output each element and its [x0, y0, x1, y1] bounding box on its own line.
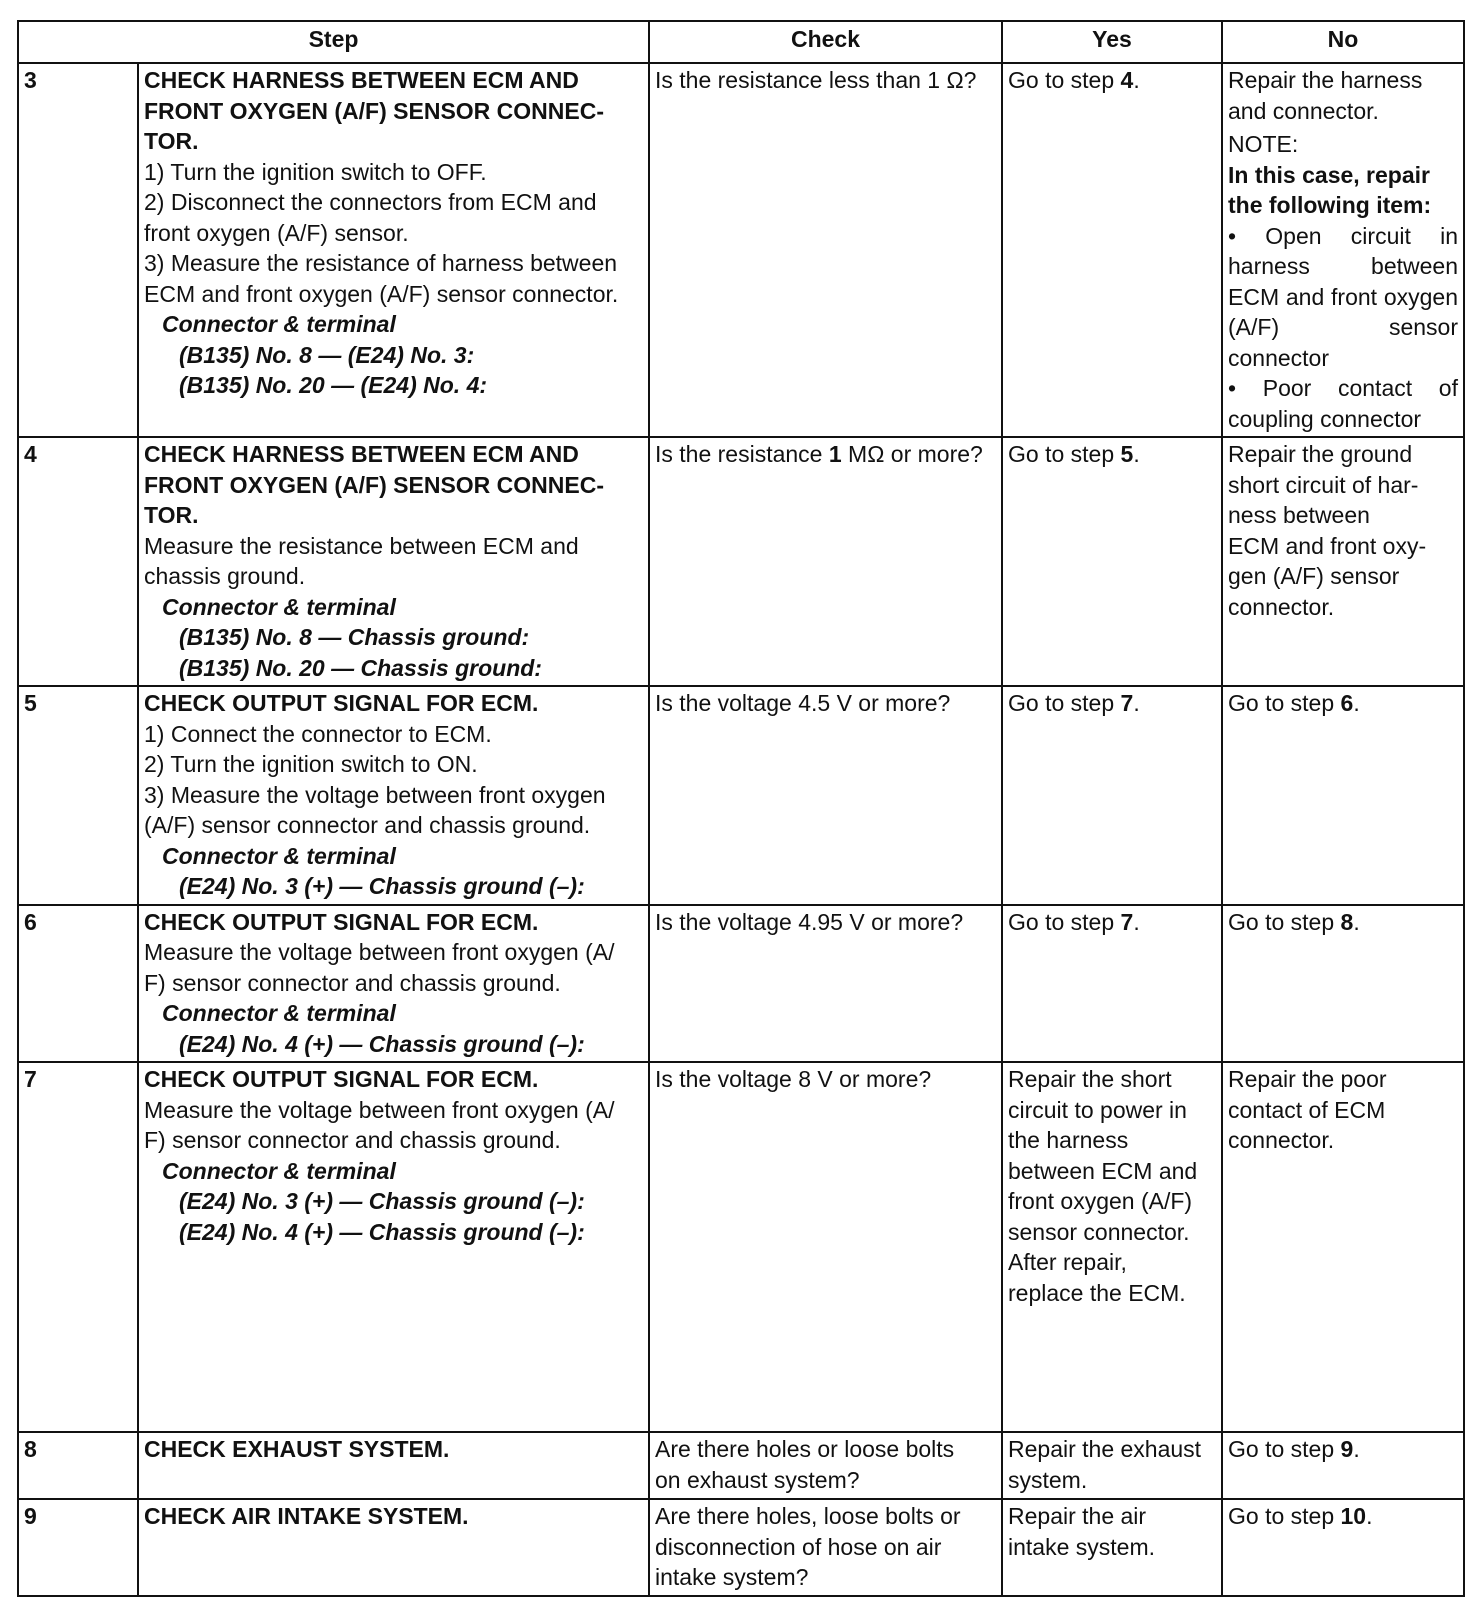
note-line: the following item:: [1228, 192, 1432, 218]
step-description: [138, 905, 649, 1063]
yes-action: [1002, 1432, 1222, 1499]
step-description: [138, 686, 649, 905]
no-step-number: 10: [1340, 1503, 1367, 1529]
no-action: [1222, 1062, 1464, 1432]
step-title-line: CHECK OUTPUT SIGNAL FOR ECM.: [144, 690, 539, 716]
connector-terminal-label: Connector & terminal: [162, 842, 396, 869]
yes-line: Repair the short: [1008, 1066, 1172, 1092]
yes-line: system.: [1008, 1466, 1088, 1493]
yes-line: the harness: [1008, 1127, 1129, 1153]
no-line: contact of ECM: [1228, 1096, 1386, 1123]
step-number: 5: [18, 686, 138, 905]
connector-terminal-label: Connector & terminal: [162, 1157, 396, 1184]
yes-line: circuit to power in: [1008, 1096, 1187, 1123]
yes-action: [1002, 1499, 1222, 1596]
instruction-line: front oxygen (A/F) sensor.: [144, 219, 409, 246]
step-number: 6: [18, 905, 138, 1063]
step-number: 3: [18, 63, 138, 437]
step-row-5: [18, 686, 1464, 905]
connector-terminal-label: Connector & terminal: [162, 593, 396, 620]
yes-step-number: 7: [1120, 690, 1134, 716]
step-row-9: [18, 1499, 1464, 1596]
no-line: Repair the ground: [1228, 441, 1413, 467]
yes-action: Go to step 7.: [1002, 905, 1222, 1063]
no-line: ECM and front oxy-: [1228, 532, 1427, 559]
no-action: [1222, 63, 1464, 437]
step-title-line: CHECK HARNESS BETWEEN ECM AND: [144, 441, 579, 467]
no-text: Go to step: [1228, 908, 1341, 935]
step-title-line: CHECK HARNESS BETWEEN ECM AND: [144, 67, 579, 93]
step-title-line: CHECK AIR INTAKE SYSTEM.: [144, 1503, 469, 1529]
step-number: 4: [18, 437, 138, 686]
step-title-line: CHECK OUTPUT SIGNAL FOR ECM.: [144, 908, 539, 935]
check-question: Is the voltage 4.95 V or more?: [649, 905, 1002, 1063]
step-title-line: TOR.: [144, 502, 199, 528]
yes-action: Go to step 7.: [1002, 686, 1222, 905]
check-question: [649, 1432, 1002, 1499]
instruction-line: 3) Measure the voltage between front oxygen: [144, 781, 606, 808]
instruction-line: 2) Turn the ignition switch to ON.: [144, 751, 478, 777]
yes-action: Go to step 5.: [1002, 437, 1222, 686]
no-text: Go to step: [1228, 690, 1341, 716]
check-text: MΩ or more?: [841, 441, 983, 467]
check-line: Are there holes, loose bolts or: [655, 1503, 961, 1529]
instruction-line: ECM and front oxygen (A/F) sensor connector.: [144, 280, 619, 307]
no-action: Go to step 10.: [1222, 1499, 1464, 1596]
instruction-line: Measure the voltage between front oxygen (A/: [144, 939, 615, 965]
check-value: 1: [828, 441, 842, 467]
step-description: [138, 63, 649, 437]
step-description: [138, 1062, 649, 1432]
terminal-spec: (E24) No. 4 (+) — Chassis ground (–):: [179, 1218, 585, 1245]
instruction-line: chassis ground.: [144, 563, 306, 589]
no-action: Go to step 8.: [1222, 905, 1464, 1063]
note-line: In this case, repair: [1228, 161, 1430, 188]
instruction-line: 2) Disconnect the connectors from ECM and: [144, 189, 597, 215]
yes-line: intake system.: [1008, 1533, 1155, 1560]
no-line: connector.: [1228, 1127, 1335, 1153]
step-row-4: [18, 437, 1464, 686]
diagnostic-procedure-table: [17, 20, 1465, 1597]
yes-text: Go to step: [1008, 690, 1121, 716]
yes-action: Go to step 4.: [1002, 63, 1222, 437]
terminal-spec: (E24) No. 3 (+) — Chassis ground (–):: [179, 1188, 585, 1214]
header-step: Step: [18, 21, 649, 63]
yes-step-number: 5: [1120, 441, 1134, 467]
yes-line: between ECM and: [1008, 1157, 1198, 1184]
no-line: Repair the poor: [1228, 1066, 1387, 1092]
check-question: Is the resistance less than 1 Ω?: [649, 63, 1002, 437]
no-line: Repair the harness: [1228, 67, 1423, 93]
yes-step-number: 4: [1120, 67, 1134, 93]
check-question: [649, 1499, 1002, 1596]
no-action: Go to step 9.: [1222, 1432, 1464, 1499]
yes-text: Go to step: [1008, 441, 1121, 467]
terminal-spec: (B135) No. 20 — Chassis ground:: [179, 654, 542, 681]
no-action: Go to step 6.: [1222, 686, 1464, 905]
instruction-line: F) sensor connector and chassis ground.: [144, 969, 561, 996]
step-title-line: FRONT OXYGEN (A/F) SENSOR CONNEC-: [144, 471, 605, 498]
no-line: gen (A/F) sensor: [1228, 563, 1400, 589]
yes-line: replace the ECM.: [1008, 1279, 1186, 1306]
check-line: on exhaust system?: [655, 1466, 860, 1493]
step-row-3: [18, 63, 1464, 437]
no-step-number: 8: [1340, 908, 1354, 935]
no-line: and connector.: [1228, 97, 1379, 124]
check-line: intake system?: [655, 1564, 809, 1590]
yes-line: After repair,: [1008, 1249, 1127, 1275]
no-line: connector.: [1228, 593, 1335, 620]
check-question: Is the voltage 8 V or more?: [649, 1062, 1002, 1432]
step-description: [138, 437, 649, 686]
instruction-line: 1) Turn the ignition switch to OFF.: [144, 158, 487, 185]
no-line: short circuit of har-: [1228, 471, 1419, 498]
check-question: [649, 437, 1002, 686]
yes-text: Go to step: [1008, 67, 1121, 93]
instruction-line: Measure the voltage between front oxygen (A/: [144, 1096, 615, 1123]
step-title-line: CHECK EXHAUST SYSTEM.: [144, 1436, 450, 1462]
connector-terminal-label: Connector & terminal: [162, 311, 396, 337]
instruction-line: 1) Connect the connector to ECM.: [144, 720, 492, 747]
no-step-number: 9: [1340, 1436, 1354, 1462]
yes-text: Go to step: [1008, 908, 1121, 935]
terminal-spec: (B135) No. 8 — Chassis ground:: [179, 624, 530, 650]
check-question: Is the voltage 4.5 V or more?: [649, 686, 1002, 905]
step-number: 9: [18, 1499, 138, 1596]
step-description: [138, 1432, 649, 1499]
terminal-spec: (E24) No. 3 (+) — Chassis ground (–):: [179, 873, 585, 899]
note-bullet: • Poor contact of coupling connector: [1228, 375, 1458, 432]
no-text: Go to step: [1228, 1503, 1341, 1529]
step-row-7: [18, 1062, 1464, 1432]
check-line: disconnection of hose on air: [655, 1533, 942, 1560]
note-heading: NOTE:: [1228, 131, 1299, 157]
terminal-spec: (E24) No. 4 (+) — Chassis ground (–):: [179, 1030, 585, 1057]
step-description: [138, 1499, 649, 1596]
step-number: 8: [18, 1432, 138, 1499]
connector-terminal-label: Connector & terminal: [162, 1000, 396, 1026]
header-check: Check: [649, 21, 1002, 63]
yes-action: [1002, 1062, 1222, 1432]
header-no: No: [1222, 21, 1464, 63]
terminal-spec: (B135) No. 20 — (E24) No. 4:: [179, 372, 488, 398]
check-line: Are there holes or loose bolts: [655, 1436, 955, 1462]
no-line: ness between: [1228, 502, 1370, 528]
instruction-line: (A/F) sensor connector and chassis ground.: [144, 812, 591, 838]
yes-line: sensor connector.: [1008, 1218, 1190, 1245]
step-number: 7: [18, 1062, 138, 1432]
instruction-line: Measure the resistance between ECM and: [144, 532, 579, 559]
step-title-line: TOR.: [144, 128, 199, 154]
instruction-line: F) sensor connector and chassis ground.: [144, 1127, 561, 1153]
no-action: [1222, 437, 1464, 686]
no-text: Go to step: [1228, 1436, 1341, 1462]
instruction-line: 3) Measure the resistance of harness between: [144, 250, 618, 276]
yes-line: Repair the air: [1008, 1503, 1147, 1529]
terminal-spec: (B135) No. 8 — (E24) No. 3:: [179, 341, 475, 368]
header-yes: Yes: [1002, 21, 1222, 63]
step-title-line: FRONT OXYGEN (A/F) SENSOR CONNEC-: [144, 97, 605, 124]
note-bullet: • Open circuit in harness between ECM and front oxygen (A/F) sensor connector: [1228, 222, 1458, 371]
check-text: Is the resistance: [655, 441, 829, 467]
step-title-line: CHECK OUTPUT SIGNAL FOR ECM.: [144, 1066, 539, 1092]
no-step-number: 6: [1340, 690, 1354, 716]
step-row-6: [18, 905, 1464, 1063]
step-row-8: [18, 1432, 1464, 1499]
yes-line: front oxygen (A/F): [1008, 1188, 1193, 1214]
yes-step-number: 7: [1120, 908, 1134, 935]
yes-line: Repair the exhaust: [1008, 1436, 1202, 1462]
header-row: [18, 21, 1464, 63]
